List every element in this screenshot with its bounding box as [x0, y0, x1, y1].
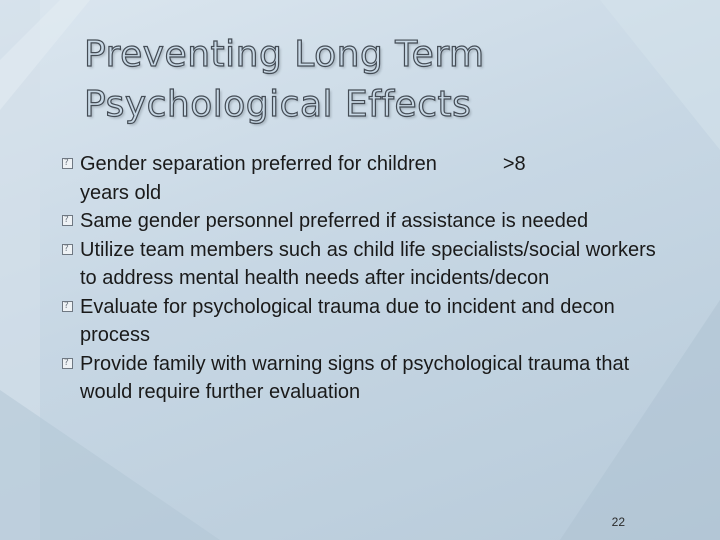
bullet-text: Gender separation preferred for children	[80, 153, 437, 175]
slide-title-line-1: Preventing Long Term	[84, 34, 485, 75]
bullet-text: Utilize team members such as child life specialists/social workers to address mental health needs after incidents/decon	[80, 238, 656, 289]
bullet-box-icon	[62, 244, 73, 255]
bullet-text: Provide family with warning signs of psychological trauma that would require further evaluation	[80, 352, 630, 403]
bullet-text: Same gender personnel preferred if assistance is needed	[80, 210, 589, 232]
bullet-box-icon	[62, 158, 73, 169]
slide-title-line-2: Psychological Effects	[84, 84, 472, 125]
bullet-text-age: >8	[502, 153, 526, 175]
page-number: 22	[611, 515, 625, 529]
bullet-box-icon	[62, 358, 73, 369]
bullet-item	[62, 236, 662, 293]
bullet-item	[62, 350, 662, 407]
bullet-list	[62, 150, 662, 407]
bullet-text: Evaluate for psychological trauma due to incident and decon process	[80, 295, 615, 346]
bullet-text-continued: years old	[80, 181, 162, 204]
slide-title	[84, 30, 644, 130]
bullet-box-icon	[62, 301, 73, 312]
bullet-item	[62, 150, 662, 207]
bullet-box-icon	[62, 215, 73, 226]
bullet-item	[62, 207, 662, 236]
bullet-item	[62, 293, 662, 350]
